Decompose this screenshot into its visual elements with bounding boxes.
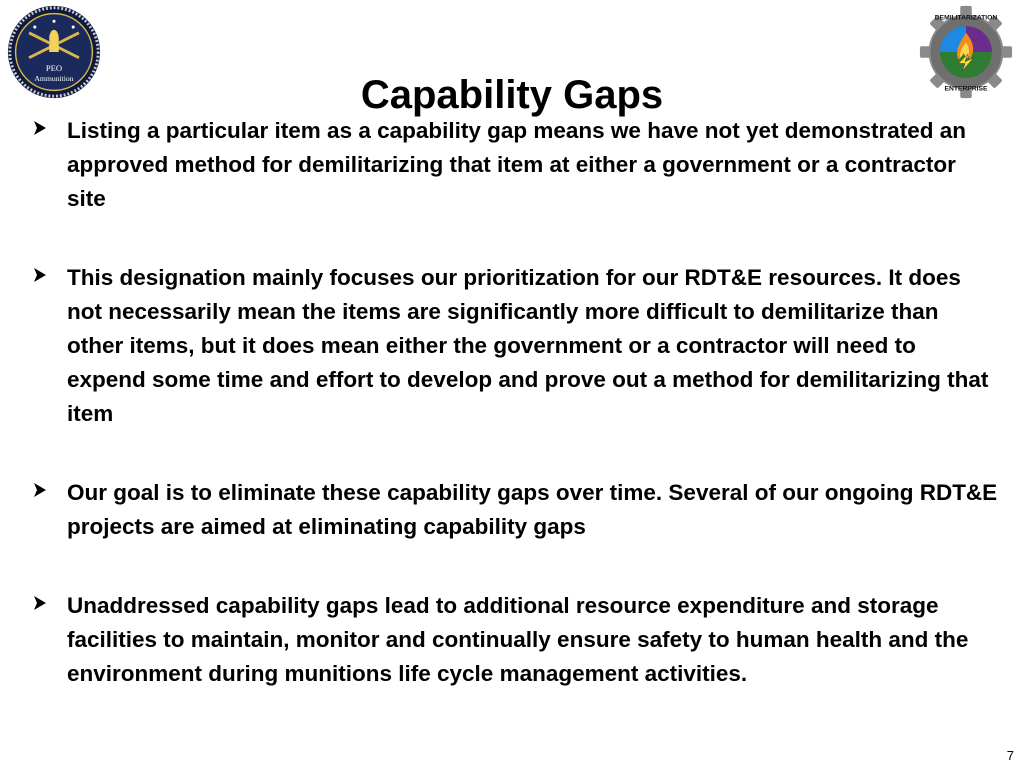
- peo-seal-text-2: Ammunition: [34, 73, 74, 83]
- peo-seal-text-1: PEO: [45, 63, 63, 74]
- page-title: Capability Gaps: [360, 72, 664, 117]
- demil-logo-text-top: DEMILITARIZATION: [934, 14, 998, 22]
- arrow-bullet-icon: [30, 589, 52, 623]
- bullet-list: [30, 114, 1000, 691]
- arrow-bullet-icon: [30, 114, 52, 148]
- bullet-item: [30, 476, 1000, 544]
- bullet-text: Listing a particular item as a capability gap means we have not yet demonstrated an approved method for demilitarizing that item at either a government or a contractor site: [67, 118, 967, 211]
- bullet-item: [30, 589, 1000, 691]
- bullet-item: [30, 261, 1000, 431]
- bullet-text: Our goal is to eliminate these capability gaps over time. Several of our ongoing RDT&E projects are aimed at eliminating capability gaps: [67, 480, 998, 539]
- demilitarization-enterprise-logo-icon: [918, 4, 1014, 100]
- arrow-bullet-icon: [30, 476, 52, 510]
- bullet-text: Unaddressed capability gaps lead to additional resource expenditure and storage facilities to maintain, monitor and continually ensure safety to human health and the environment during munitions life cycle management activities.: [67, 593, 969, 686]
- demil-logo-text-bottom: ENTERPRISE: [944, 85, 988, 93]
- arrow-bullet-icon: [30, 261, 52, 295]
- bullet-text: This designation mainly focuses our prioritization for our RDT&E resources. It does not necessarily mean the items are significantly more difficult to demilitarize than other items, but it does mean either the government or a contractor will need to expend some time and effort to develop and prove out a method for demilitarizing that item: [67, 265, 989, 426]
- bullet-item: [30, 114, 1000, 216]
- page-number: 7: [1006, 748, 1014, 763]
